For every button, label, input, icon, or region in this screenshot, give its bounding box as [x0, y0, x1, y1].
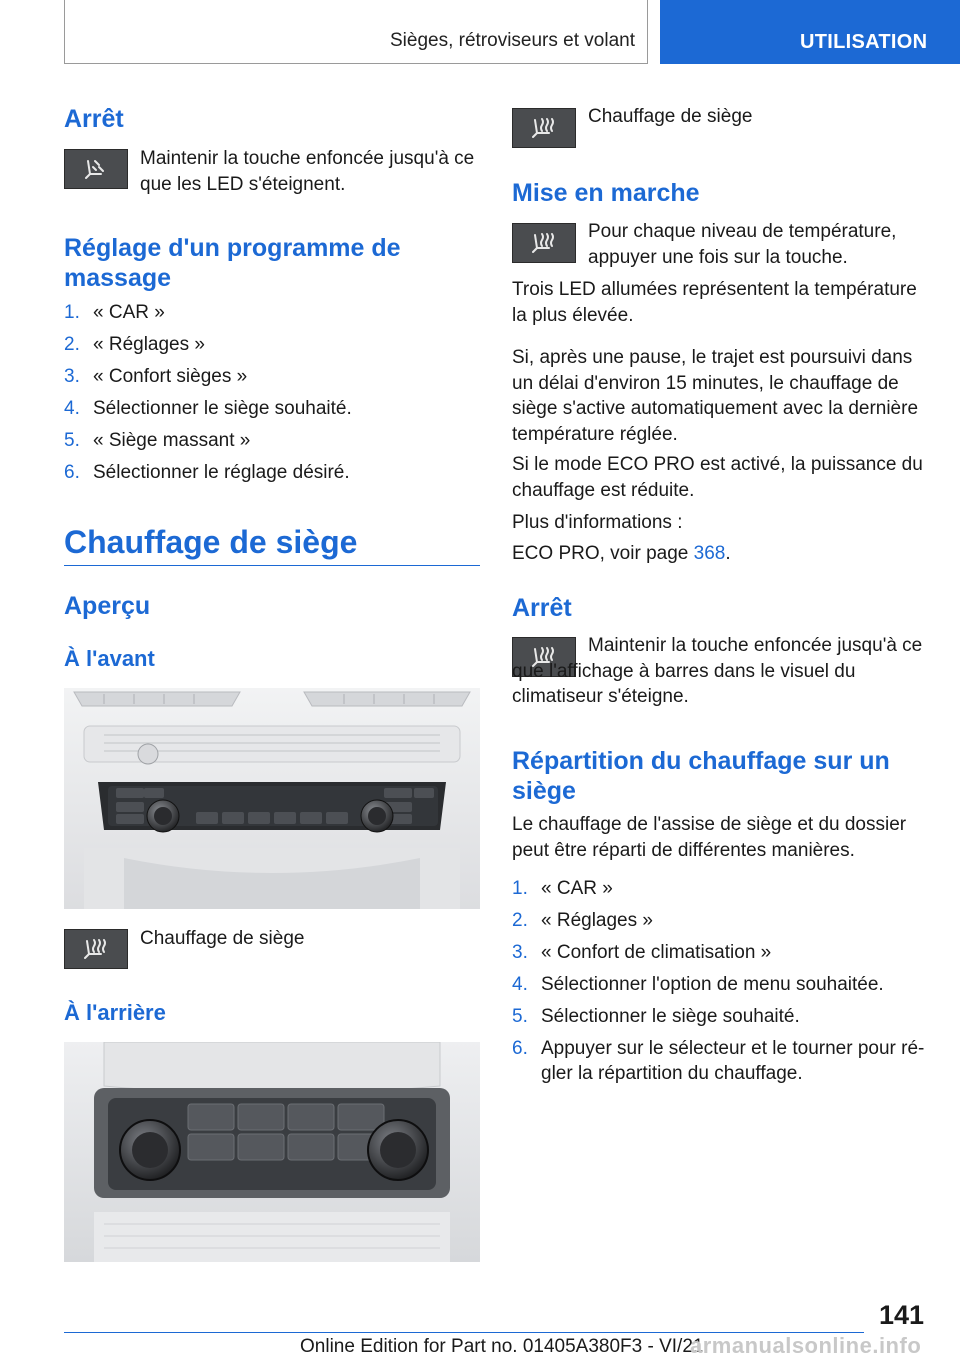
- page-link[interactable]: 368: [693, 543, 726, 564]
- massage-steps: [64, 300, 480, 492]
- list-item: 4. Sélectionner le siège souhaité.: [64, 398, 352, 419]
- arret-right-heading: Arrêt: [512, 594, 572, 622]
- header-section-title: Sièges, rétroviseurs et volant: [389, 30, 635, 51]
- massage-heading: Réglage d'un programme de massage: [64, 234, 401, 292]
- eco-reference: ECO PRO, voir page 368.: [512, 543, 731, 564]
- avant-icon-label: Chauffage de siège: [140, 928, 305, 949]
- seat-heating-icon: [512, 223, 576, 263]
- list-item: 6. Sélectionner le réglage désiré.: [64, 462, 350, 483]
- seat-ventilation-button-icon: [64, 149, 128, 189]
- arriere-heading: À l'arrière: [64, 1000, 166, 1025]
- list-item: 2. « Réglages »: [64, 334, 205, 355]
- eco-paragraph: Si le mode ECO PRO est activé, la puissance du chauffage est réduite.: [512, 454, 923, 501]
- pause-paragraph: Si, après une pause, le trajet est poursuivi dans un délai d'environ 15 minutes, le chauffage de siège s'active automatiquement avec la dernière température réglée.: [512, 347, 919, 445]
- rear-climate-panel-image: [64, 1042, 480, 1262]
- header-section-box: [64, 0, 648, 64]
- led-paragraph: Trois LED allumées représentent la température la plus élevée.: [512, 279, 917, 326]
- repartition-steps: [512, 876, 928, 1088]
- front-climate-panel-image: [64, 688, 480, 909]
- arret-heading: Arrêt: [64, 105, 124, 133]
- list-item: 3. « Confort sièges »: [64, 366, 248, 387]
- arret-right-text: Maintenir la touche enfoncée jusqu'à ce que l'affichage à barres dans le visuel du climatiseur s'éteigne.: [512, 635, 923, 707]
- marche-text: Pour chaque niveau de température, appuyer une fois sur la touche.: [588, 221, 897, 268]
- header-chapter-label: UTILISATION: [800, 31, 928, 53]
- list-item: 2. « Réglages »: [512, 910, 653, 931]
- watermark: armanualsonline.info: [690, 1333, 922, 1358]
- right-icon-label: Chauffage de siège: [588, 106, 753, 127]
- seat-heating-icon: [512, 108, 576, 148]
- list-item: 1. « CAR »: [512, 878, 613, 899]
- list-item: 5. « Siège massant »: [64, 430, 251, 451]
- repartition-paragraph: Le chauffage de l'assise de siège et du dossier peut être réparti de différentes manières.: [512, 814, 907, 861]
- section-rule: [64, 565, 480, 566]
- footer-edition: Online Edition for Part no. 01405A380F3 - VI/21: [300, 1336, 704, 1357]
- marche-heading: Mise en marche: [512, 179, 700, 207]
- arret-text: Maintenir la touche enfoncée jusqu'à ce que les LED s'éteignent.: [140, 148, 475, 195]
- page-number: 141: [878, 1300, 924, 1330]
- apercu-heading: Aperçu: [64, 592, 151, 620]
- list-item: 5. Sélectionner le siège souhaité.: [512, 1006, 800, 1027]
- list-item: 1. « CAR »: [64, 302, 165, 323]
- avant-heading: À l'avant: [64, 646, 155, 671]
- repartition-heading: Répartition du chauffage sur un siège: [512, 747, 890, 805]
- chauffage-heading: Chauffage de siège: [64, 524, 358, 560]
- list-item: 3. « Confort de climatisation »: [512, 942, 772, 963]
- list-item: 4. Sélectionner l'option de menu souhaitée.: [512, 974, 884, 995]
- list-item: 6. Appuyer sur le sélecteur et le tourner pour ré‐gler la répartition du chauffage.: [512, 1038, 925, 1084]
- info-paragraph: Plus d'informations :: [512, 512, 683, 533]
- seat-heating-icon: [64, 929, 128, 969]
- header-chapter-tab[interactable]: [660, 0, 960, 64]
